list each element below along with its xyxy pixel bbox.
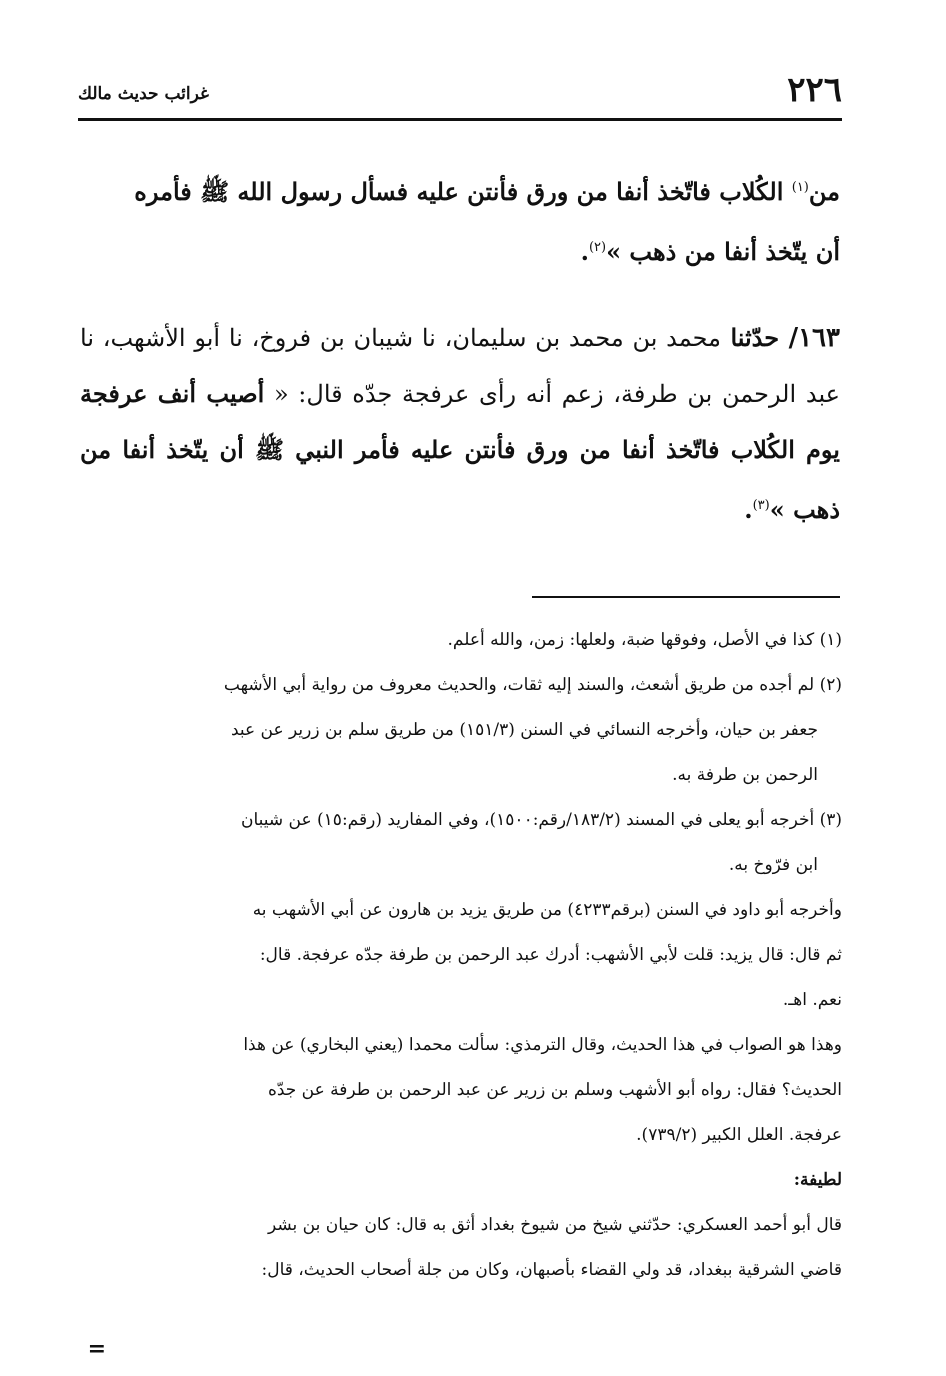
footnote-3-line-8: عرفجة. العلل الكبير (٧٣٩/٢). (636, 1125, 842, 1145)
hadith-number: ١٦٣/ (788, 323, 840, 353)
continuation-mark: = (87, 1336, 106, 1362)
footnote-3-line-4: ثم قال: قال يزيد: قلت لأبي الأشهب: أدرك عبد الرحمن بن طرفة جدّه عرفجة. قال: (259, 945, 842, 965)
running-title: غرائب حديث مالك (78, 84, 209, 104)
hadith-end: . (744, 495, 753, 524)
p1-line1-rest: الكُلاب فاتّخذ أنفا من ورق فأنتن عليه فسأل رسول الله ﷺ فأمره (134, 177, 792, 206)
main-text (80, 160, 840, 538)
footnote-3-line-2: ابن فرّوخ به. (728, 855, 818, 875)
p1-line2: أن يتّخذ أنفا من ذهب » (606, 237, 840, 266)
page-header (78, 70, 842, 120)
latifa-heading: لطيفة: (793, 1170, 842, 1190)
footnote-3-line-1: (٣) أخرجه أبو يعلى في المسند (١٨٣/٢/رقم:١٥٠٠)، وفي المفاريد (رقم:١٥) عن شيبان (240, 810, 842, 830)
footnote-3-line-7: الحديث؟ فقال: رواه أبو الأشهب وسلم بن زرير عن عبد الرحمن بن طرفة عن جدّه (267, 1080, 842, 1100)
paragraph-continuation (80, 160, 840, 280)
footnote-2-line-2: جعفر بن حيان، وأخرجه النسائي في السنن (١٥١/٣) من طريق سلم بن زرير عن عبد (230, 720, 818, 740)
footnote-1: (١) كذا في الأصل، وفوقها ضبة، ولعلها: زمن، والله أعلم. (447, 630, 842, 650)
footnote-separator (532, 596, 840, 598)
footnote-ref-1: (١) (791, 180, 809, 195)
page-number: ٢٢٦ (787, 70, 842, 110)
latifa-line-2: قاضي الشرقية ببغداد، قد ولي القضاء بأصبهان، وكان من جلة أصحاب الحديث، قال: (261, 1260, 842, 1280)
footnote-3-line-6: وهذا هو الصواب في هذا الحديث، وقال الترمذي: سألت محمدا (يعني البخاري) عن هذا (243, 1035, 842, 1055)
p1-start: من (808, 177, 840, 206)
footnote-ref-2: (٢) (588, 240, 607, 255)
hadith-lead: حدّثنا (720, 323, 789, 352)
footnote-3-line-5: نعم. اهـ. (782, 990, 842, 1010)
p1-end: . (580, 237, 589, 266)
latifa-line-1: قال أبو أحمد العسكري: حدّثني شيخ من شيوخ بغداد أثق به قال: كان حيان بن بشر (267, 1215, 842, 1235)
footnote-3-line-3: وأخرجه أبو داود في السنن (برقم٤٢٣٣) من طريق يزيد بن هارون عن أبي الأشهب به (252, 900, 842, 920)
hadith-chain: محمد بن محمد بن سليمان، نا شيبان بن فروخ، نا أبو الأشهب، نا عبد الرحمن بن طرفة، زعم أنه رأى عرفجة جدّه قال: « (80, 324, 841, 408)
hadith-163 (80, 310, 840, 538)
footnote-ref-3: (٣) (752, 498, 770, 513)
footnotes (78, 618, 842, 1293)
footnote-2-line-1: (٢) لم أجده من طريق أشعث، والسند إليه ثقات، والحديث معروف من رواية أبي الأشهب (223, 675, 842, 695)
header-rule (78, 118, 842, 121)
hadith-matn: أصيب أنف عرفجة يوم الكُلاب فاتّخذ أنفا من ورق فأنتن عليه فأمر النبي ﷺ أن يتّخذ أنفا من ذهب » (80, 379, 840, 524)
footnote-2-line-3: الرحمن بن طرفة به. (672, 765, 818, 785)
